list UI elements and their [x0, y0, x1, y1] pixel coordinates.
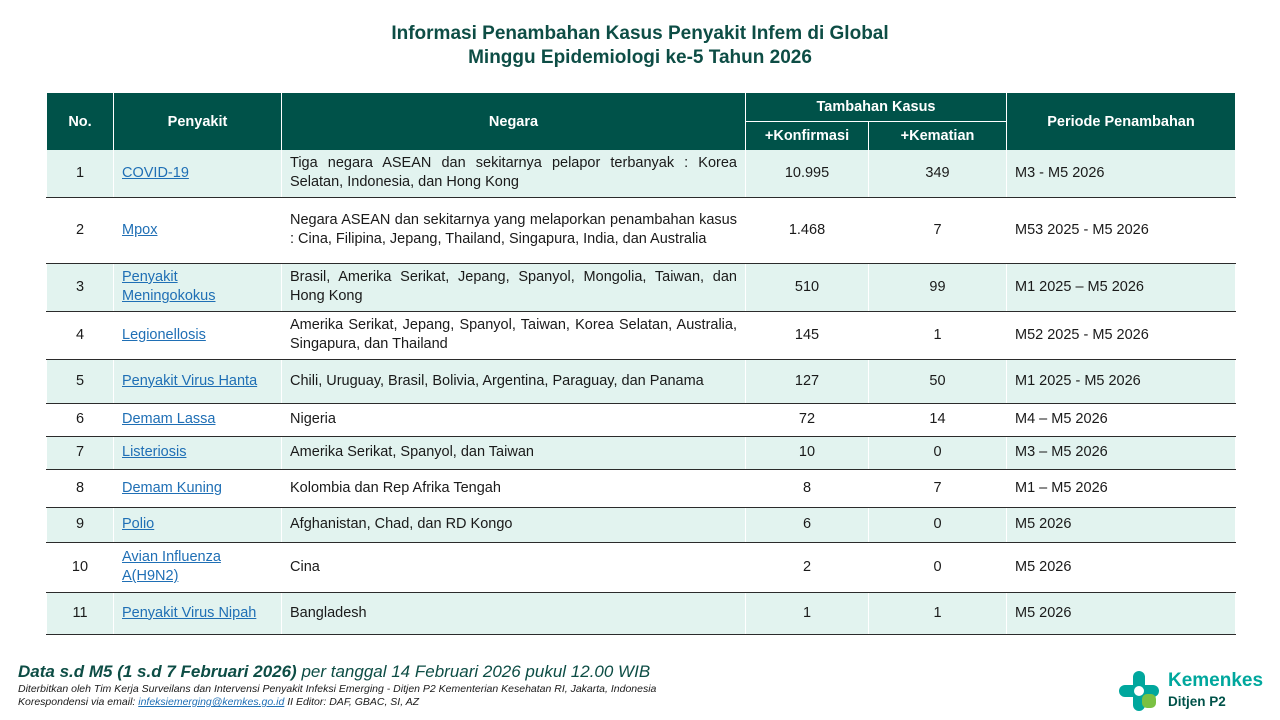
row-konfirmasi-cell — [746, 150, 869, 197]
row-periode: M4 – M5 2026 — [1015, 411, 1108, 427]
footer-corr-prefix: Korespondensi via email: — [18, 696, 139, 708]
table-row — [47, 150, 1236, 197]
table-row — [47, 359, 1236, 403]
row-kematian-cell — [869, 592, 1007, 634]
row-kematian: 50 — [929, 372, 946, 389]
table-row — [47, 542, 1236, 592]
disease-link[interactable]: Penyakit Virus Nipah — [122, 604, 257, 621]
footer-editor: II Editor: DAF, GBAC, SI, AZ — [284, 696, 420, 708]
row-kematian: 14 — [929, 411, 946, 427]
row-no-cell — [47, 542, 114, 592]
row-periode-cell — [1007, 311, 1236, 359]
row-negara-cell — [282, 150, 746, 197]
row-negara-cell — [282, 592, 746, 634]
row-no: 11 — [72, 604, 88, 621]
title-line-1: Informasi Penambahan Kasus Penyakit Infem di Global — [391, 23, 889, 44]
row-periode-cell — [1007, 436, 1236, 469]
logo-sub: Ditjen P2 — [1168, 694, 1226, 709]
row-penyakit-cell — [114, 197, 282, 263]
row-konfirmasi: 10.995 — [784, 164, 830, 181]
row-negara: Cina — [290, 558, 320, 575]
row-konfirmasi-cell — [746, 311, 869, 359]
header-no: No. — [47, 93, 114, 150]
row-kematian-cell — [869, 263, 1007, 311]
row-periode-cell — [1007, 150, 1236, 197]
table-row — [47, 469, 1236, 507]
row-no: 3 — [75, 278, 85, 295]
row-penyakit-cell — [114, 311, 282, 359]
footer-data-rest: per tanggal 14 Februari 2026 pukul 12.00 WIB — [296, 662, 651, 681]
page-title — [0, 22, 1280, 70]
row-periode: M5 2026 — [1015, 558, 1072, 575]
row-no-cell — [47, 197, 114, 263]
row-negara: Brasil, Amerika Serikat, Jepang, Spanyol, Mongolia, Taiwan, dan Hong Kong — [290, 269, 737, 304]
footer-published: Diterbitkan oleh Tim Kerja Surveilans dan Intervensi Penyakit Infeksi Emerging - Ditjen P2 Kementerian Kesehatan RI, Jakarta, Indonesia — [18, 683, 657, 695]
row-konfirmasi-cell — [746, 542, 869, 592]
row-penyakit-cell — [114, 507, 282, 542]
row-penyakit-cell — [114, 263, 282, 311]
row-konfirmasi: 72 — [798, 411, 816, 427]
row-periode-cell — [1007, 263, 1236, 311]
row-no: 7 — [75, 444, 85, 460]
row-negara: Amerika Serikat, Spanyol, dan Taiwan — [290, 444, 534, 460]
row-konfirmasi: 2 — [802, 558, 812, 575]
row-kematian: 349 — [925, 164, 950, 181]
row-konfirmasi-cell — [746, 359, 869, 403]
disease-link[interactable]: Demam Lassa — [122, 411, 216, 427]
row-no: 5 — [75, 372, 85, 389]
row-negara-cell — [282, 311, 746, 359]
disease-link[interactable]: Penyakit Virus Hanta — [122, 372, 258, 389]
row-konfirmasi-cell — [746, 469, 869, 507]
row-kematian-cell — [869, 150, 1007, 197]
header-penyakit: Penyakit — [114, 93, 282, 150]
row-kematian: 0 — [933, 558, 942, 575]
row-penyakit-cell — [114, 592, 282, 634]
row-no-cell — [47, 469, 114, 507]
header-kematian: +Kematian — [869, 121, 1007, 150]
row-negara: Nigeria — [290, 411, 336, 427]
row-periode: M5 2026 — [1015, 516, 1072, 532]
row-negara-cell — [282, 197, 746, 263]
row-konfirmasi: 127 — [794, 372, 820, 389]
footer-email-link[interactable]: infeksiemerging@kemkes.go.id — [138, 696, 285, 708]
table-row — [47, 403, 1236, 436]
row-periode-cell — [1007, 507, 1236, 542]
row-negara: Tiga negara ASEAN dan sekitarnya pelapor terbanyak : Korea Selatan, Indonesia, dan Hong Kong — [290, 155, 737, 191]
disease-link[interactable]: Penyakit Meningokokus — [122, 269, 216, 304]
row-periode: M1 – M5 2026 — [1015, 479, 1108, 496]
logo-name: Kemenkes — [1168, 670, 1264, 691]
row-periode-cell — [1007, 542, 1236, 592]
row-negara: Chili, Uruguay, Brasil, Bolivia, Argentina, Paraguay, dan Panama — [290, 372, 704, 389]
table-row — [47, 592, 1236, 634]
row-no-cell — [47, 592, 114, 634]
header-negara: Negara — [282, 93, 746, 150]
row-no: 4 — [75, 326, 85, 343]
row-periode: M1 2025 – M5 2026 — [1015, 278, 1144, 295]
table-row — [47, 197, 1236, 263]
row-konfirmasi: 510 — [794, 278, 820, 295]
row-negara: Bangladesh — [290, 604, 367, 621]
table-row — [47, 263, 1236, 311]
row-kematian: 7 — [933, 221, 942, 238]
row-periode-cell — [1007, 403, 1236, 436]
row-konfirmasi-cell — [746, 263, 869, 311]
disease-link[interactable]: Avian Influenza A(H9N2) — [122, 549, 221, 584]
row-periode: M52 2025 - M5 2026 — [1015, 326, 1149, 343]
row-konfirmasi-cell — [746, 507, 869, 542]
row-kematian: 0 — [933, 516, 942, 532]
row-periode-cell — [1007, 359, 1236, 403]
kemenkes-logo-icon — [1116, 668, 1162, 714]
row-penyakit-cell — [114, 150, 282, 197]
table-row — [47, 311, 1236, 359]
row-negara: Negara ASEAN dan sekitarnya yang melaporkan penambahan kasus : Cina, Filipina, Jepang, Thailand, Singapura, India, dan Australia — [290, 212, 737, 247]
footer-data-bold: Data s.d M5 (1 s.d 7 Februari 2026) — [18, 662, 297, 681]
row-no-cell — [47, 507, 114, 542]
disease-link[interactable]: Demam Kuning — [122, 479, 222, 496]
row-negara-cell — [282, 359, 746, 403]
row-kematian: 1 — [933, 604, 942, 621]
row-negara-cell — [282, 507, 746, 542]
row-periode-cell — [1007, 592, 1236, 634]
row-negara: Afghanistan, Chad, dan RD Kongo — [290, 516, 513, 532]
header-tambahan-kasus: Tambahan Kasus — [746, 93, 1007, 121]
row-periode: M3 - M5 2026 — [1015, 164, 1105, 181]
row-konfirmasi: 1 — [802, 604, 812, 621]
footer — [18, 661, 656, 709]
row-kematian-cell — [869, 469, 1007, 507]
row-kematian-cell — [869, 359, 1007, 403]
header-periode: Periode Penambahan — [1007, 93, 1236, 150]
row-periode: M5 2026 — [1015, 604, 1072, 621]
table-row — [47, 436, 1236, 469]
row-no: 10 — [71, 558, 89, 575]
row-penyakit-cell — [114, 436, 282, 469]
row-no-cell — [47, 263, 114, 311]
row-konfirmasi: 10 — [798, 444, 816, 460]
row-no-cell — [47, 311, 114, 359]
row-kematian-cell — [869, 436, 1007, 469]
row-penyakit-cell — [114, 469, 282, 507]
row-konfirmasi-cell — [746, 197, 869, 263]
row-negara: Amerika Serikat, Jepang, Spanyol, Taiwan, Korea Selatan, Australia, Singapura, dan Thailand — [290, 317, 737, 352]
row-penyakit-cell — [114, 359, 282, 403]
row-periode: M1 2025 - M5 2026 — [1015, 372, 1141, 389]
table-row — [47, 507, 1236, 542]
row-no-cell — [47, 150, 114, 197]
row-negara-cell — [282, 436, 746, 469]
row-negara: Kolombia dan Rep Afrika Tengah — [290, 479, 501, 496]
row-konfirmasi: 1.468 — [788, 221, 826, 238]
row-periode: M53 2025 - M5 2026 — [1015, 221, 1149, 238]
row-penyakit-cell — [114, 542, 282, 592]
row-no-cell — [47, 359, 114, 403]
row-periode: M3 – M5 2026 — [1015, 444, 1108, 460]
row-no: 8 — [75, 479, 85, 496]
row-no: 6 — [75, 411, 85, 427]
row-no: 2 — [75, 221, 85, 238]
row-penyakit-cell — [114, 403, 282, 436]
footer-data-note — [18, 661, 656, 683]
row-konfirmasi-cell — [746, 592, 869, 634]
row-konfirmasi: 145 — [794, 326, 820, 343]
row-kematian: 0 — [933, 444, 942, 460]
row-no: 9 — [75, 516, 85, 532]
row-periode-cell — [1007, 469, 1236, 507]
row-kematian-cell — [869, 311, 1007, 359]
row-kematian-cell — [869, 197, 1007, 263]
table-body — [47, 150, 1236, 634]
row-konfirmasi: 6 — [802, 516, 812, 532]
row-negara-cell — [282, 469, 746, 507]
row-no-cell — [47, 403, 114, 436]
row-kematian: 1 — [933, 326, 942, 343]
row-kematian: 7 — [933, 479, 942, 496]
title-line-2: Minggu Epidemiologi ke-5 Tahun 2026 — [468, 47, 812, 68]
row-konfirmasi: 8 — [802, 479, 812, 496]
row-negara-cell — [282, 542, 746, 592]
row-konfirmasi-cell — [746, 403, 869, 436]
row-periode-cell — [1007, 197, 1236, 263]
disease-link[interactable]: COVID-19 — [122, 164, 189, 181]
row-kematian-cell — [869, 507, 1007, 542]
row-kematian-cell — [869, 403, 1007, 436]
row-konfirmasi-cell — [746, 436, 869, 469]
header-konfirmasi: +Konfirmasi — [746, 121, 869, 150]
cases-table — [46, 93, 1236, 635]
disease-link[interactable]: Mpox — [122, 221, 158, 238]
row-kematian-cell — [869, 542, 1007, 592]
row-no: 1 — [75, 164, 85, 181]
footer-correspondence — [18, 696, 656, 709]
disease-link[interactable]: Listeriosis — [122, 444, 187, 460]
row-negara-cell — [282, 403, 746, 436]
row-kematian: 99 — [929, 278, 946, 295]
disease-link[interactable]: Legionellosis — [122, 326, 206, 343]
row-negara-cell — [282, 263, 746, 311]
disease-link[interactable]: Polio — [122, 516, 155, 532]
kemenkes-logo — [1116, 668, 1272, 714]
row-no-cell — [47, 436, 114, 469]
